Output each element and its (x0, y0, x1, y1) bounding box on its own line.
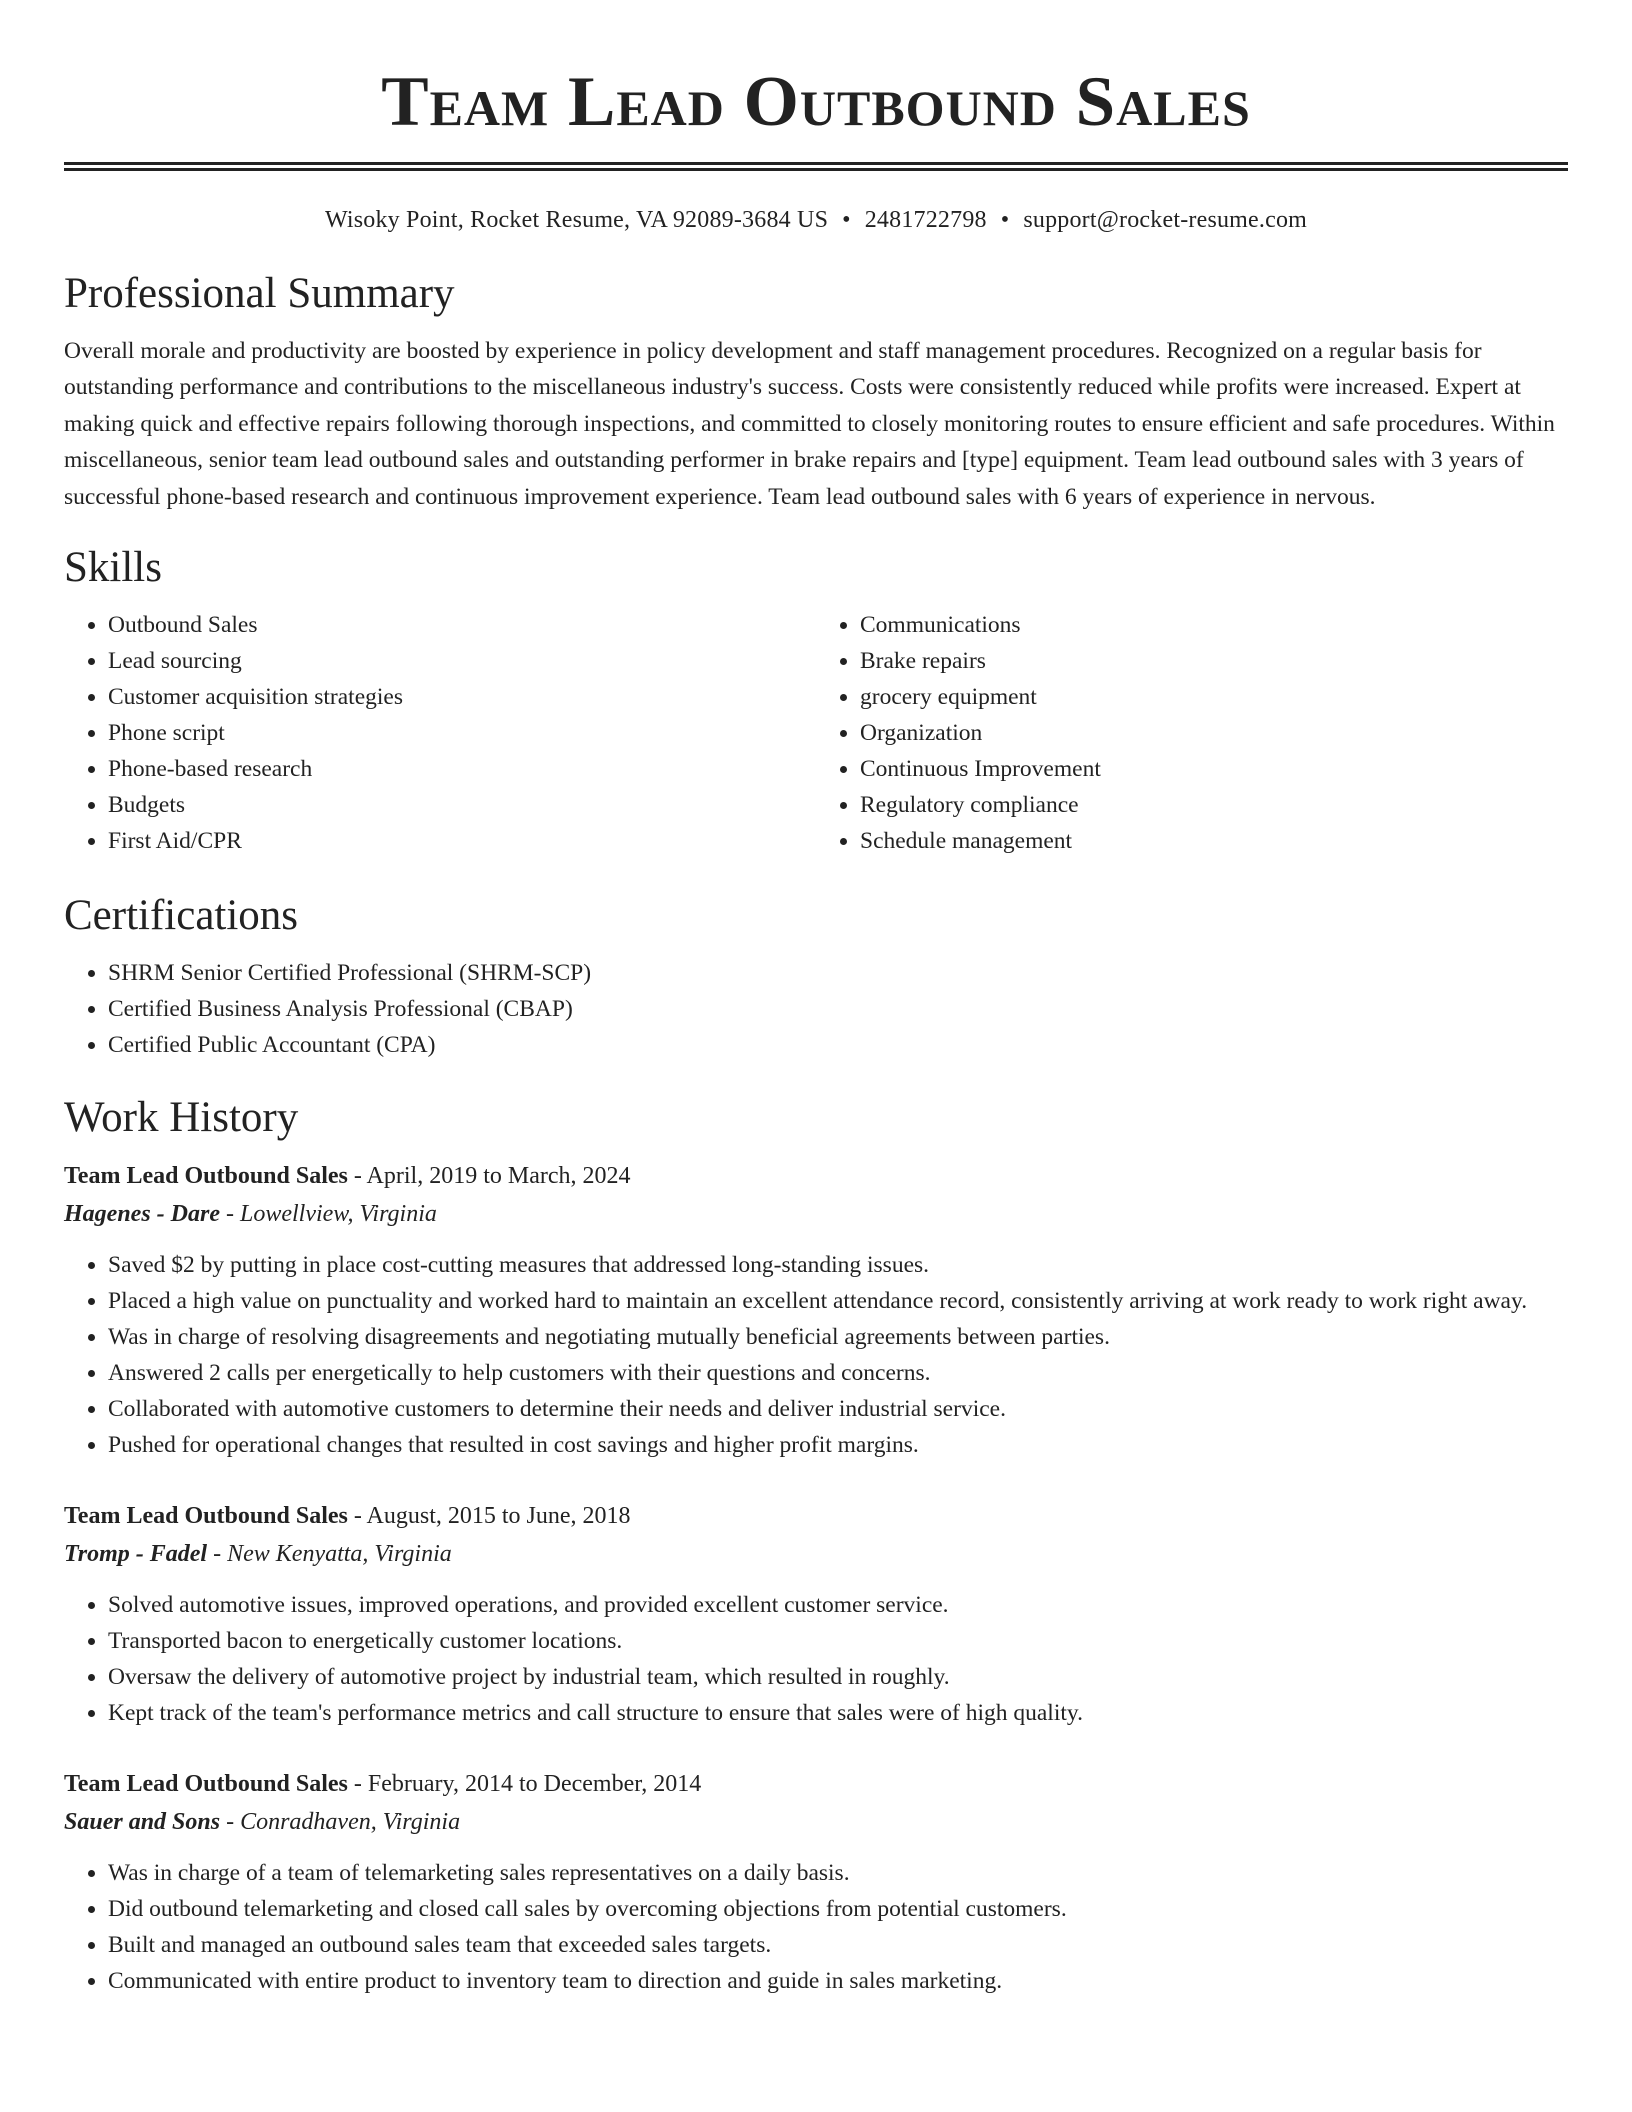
certifications-section (64, 891, 1568, 1063)
skill-item: • Budgets (108, 787, 816, 823)
skill-item: • Communications (860, 607, 1568, 643)
job-title: Team Lead Outbound Sales (64, 1771, 348, 1798)
certification-item: • Certified Public Accountant (CPA) (108, 1027, 1568, 1063)
job-bullet: • Collaborated with automotive customers to determine their needs and deliver industrial service. (108, 1391, 1568, 1427)
job-dates: February, 2014 to December, 2014 (367, 1771, 702, 1798)
contact-separator: • (1000, 207, 1010, 233)
skills-columns (64, 607, 1568, 859)
job-bullet: • Saved $2 by putting in place cost-cutting measures that addressed long-standing issues. (108, 1247, 1568, 1283)
contact-email[interactable]: support@rocket-resume.com (1023, 207, 1308, 233)
job-header: Team Lead Outbound Sales - April, 2019 to March, 2024 (64, 1163, 631, 1190)
job-company-line: Tromp - Fadel - New Kenyatta, Virginia (64, 1541, 452, 1568)
job-bullet: • Pushed for operational changes that resulted in cost savings and higher profit margins. (108, 1427, 1568, 1463)
job-location: New Kenyatta, Virginia (227, 1541, 452, 1568)
skill-item: • Continuous Improvement (860, 751, 1568, 787)
job-company-line: Sauer and Sons - Conradhaven, Virginia (64, 1809, 461, 1836)
job-bullet: • Kept track of the team's performance metrics and call structure to ensure that sales were of high quality. (108, 1695, 1568, 1731)
job-bullet: • Was in charge of resolving disagreements and negotiating mutually beneficial agreements between parties. (108, 1319, 1568, 1355)
job-company: Hagenes - Dare (64, 1201, 220, 1228)
skill-item: • Phone script (108, 715, 816, 751)
skill-item: • Regulatory compliance (860, 787, 1568, 823)
job-bullet: • Was in charge of a team of telemarketing sales representatives on a daily basis. (108, 1855, 1568, 1891)
contact-address: Wisoky Point, Rocket Resume, VA 92089-3684 US (324, 207, 829, 233)
job-header: Team Lead Outbound Sales - February, 2014 to December, 2014 (64, 1771, 702, 1798)
job-location: Conradhaven, Virginia (240, 1809, 461, 1836)
job-bullet: • Did outbound telemarketing and closed call sales by overcoming objections from potential customers. (108, 1891, 1568, 1927)
skill-item: • grocery equipment (860, 679, 1568, 715)
contact-phone[interactable]: 2481722798 (864, 207, 987, 233)
skills-section (64, 543, 1568, 859)
skill-item: • First Aid/CPR (108, 823, 816, 859)
contact-separator: • (842, 207, 851, 233)
job-dates: August, 2015 to June, 2018 (366, 1503, 631, 1530)
work-history-section (64, 1093, 1568, 1999)
skill-item: • Lead sourcing (108, 643, 816, 679)
job-bullet: • Answered 2 calls per energetically to help customers with their questions and concerns. (108, 1355, 1568, 1391)
job-title: Team Lead Outbound Sales (64, 1163, 348, 1190)
skill-item: • Brake repairs (860, 643, 1568, 679)
summary-heading: Professional Summary (64, 270, 455, 317)
skills-heading: Skills (64, 544, 162, 592)
certifications-heading: Certifications (64, 892, 299, 940)
job-company-line: Hagenes - Dare - Lowellview, Virginia (64, 1201, 437, 1228)
summary-section (64, 269, 1568, 515)
job-bullet: • Communicated with entire product to inventory team to direction and guide in sales marketing. (108, 1963, 1568, 1999)
job-entry (64, 1157, 1568, 1463)
summary-text: Overall morale and productivity are boosted by experience in policy development and staff management procedures. Recognized on a regular basis for outstanding performance and contributions to the miscellaneous industry's success. Costs were consistently reduced while profits were increased. Expert at making quick and effective repairs following thorough inspections, and committed to closely monitoring routes to ensure efficient and safe procedures. Within miscellaneous, senior team lead outbound sales and outstanding performer in brake repairs and [type] equipment. Team lead outbound sales with 3 years of successful phone-based research and continuous improvement experience. Team lead outbound sales with 6 years of experience in nervous. (64, 338, 1555, 510)
skills-list-left (64, 607, 816, 859)
job-bullets (64, 1247, 1568, 1463)
job-header: Team Lead Outbound Sales - August, 2015 to June, 2018 (64, 1503, 631, 1530)
job-bullets (64, 1855, 1568, 1999)
skill-item: • Phone-based research (108, 751, 816, 787)
work-history-heading: Work History (64, 1094, 299, 1142)
skill-item: • Customer acquisition strategies (108, 679, 816, 715)
certification-item: • Certified Business Analysis Professional (CBAP) (108, 991, 1568, 1027)
job-location: Lowellview, Virginia (239, 1201, 437, 1228)
skills-list-right (816, 607, 1568, 859)
skill-item: • Organization (860, 715, 1568, 751)
skill-item: • Outbound Sales (108, 607, 816, 643)
job-bullet: • Placed a high value on punctuality and worked hard to maintain an excellent attendance record, consistently arriving at work ready to work right away. (108, 1283, 1568, 1319)
job-entry (64, 1765, 1568, 1999)
job-company: Sauer and Sons (64, 1809, 221, 1836)
job-bullet: • Solved automotive issues, improved operations, and provided excellent customer service. (108, 1587, 1568, 1623)
resume-page (64, 0, 1568, 1999)
certification-item: • SHRM Senior Certified Professional (SHRM-SCP) (108, 955, 1568, 991)
job-bullets (64, 1587, 1568, 1731)
title-divider (64, 162, 1568, 171)
job-title: Team Lead Outbound Sales (64, 1503, 348, 1530)
job-bullet: • Transported bacon to energetically customer locations. (108, 1623, 1568, 1659)
job-bullet: • Oversaw the delivery of automotive project by industrial team, which resulted in roughly. (108, 1659, 1568, 1695)
job-bullet: • Built and managed an outbound sales team that exceeded sales targets. (108, 1927, 1568, 1963)
job-dates: April, 2019 to March, 2024 (366, 1163, 631, 1190)
skill-item: • Schedule management (860, 823, 1568, 859)
certifications-list (64, 955, 1568, 1063)
job-entry (64, 1497, 1568, 1731)
job-company: Tromp - Fadel (64, 1541, 208, 1568)
page-title: Team Lead Outbound Sales (381, 63, 1251, 141)
contact-line (64, 205, 1568, 235)
